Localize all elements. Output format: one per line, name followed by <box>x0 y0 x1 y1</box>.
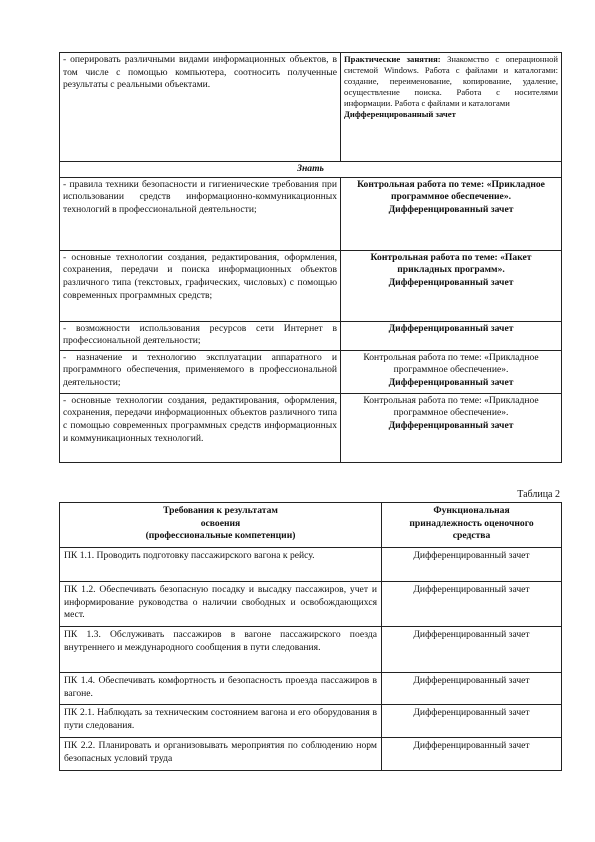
competence-cell: ПК 2.1. Наблюдать за техническим состоянием вагона и его оборудования в пути следования. <box>60 705 382 738</box>
assessment-line: Контрольная работа по теме: «Прикладное программное обеспечение». <box>363 351 539 376</box>
table-row <box>60 627 562 673</box>
assessment-line: Дифференцированный зачет <box>388 203 514 215</box>
header-line: Функциональная <box>433 505 510 516</box>
knowledge-cell: - назначение и технологию эксплуатации аппаратного и программного обеспечения, применяемого в профессиональной деятельности; <box>60 350 341 393</box>
table-row <box>60 250 562 321</box>
table-row <box>60 673 562 705</box>
knowledge-cell: - основные технологии создания, редактирования, оформления, сохранения, передачи информационных объектов различного типа с помощью современных программных средств информационных и коммуникационных технологий. <box>60 393 341 462</box>
skill-cell: - оперировать различными видами информационных объектов, в том числе с помощью компьютера, соотносить полученные результаты с реальными объектами. <box>60 53 341 162</box>
knowledge-cell: - правила техники безопасности и гигиенические требования при использовании средств информационно-коммуникационных технологий в профессиональной деятельности; <box>60 177 341 250</box>
table-row <box>60 350 562 393</box>
function-cell: Дифференцированный зачет <box>382 548 562 582</box>
assessment-text: Знакомство с операционной системой Windows. Работа с файлами и каталогами: создание, переименование, копирование, удаление, осуществление поиска. Работа с носителями информации. Работа с файлами и каталогами <box>344 54 559 108</box>
header-line: средства <box>452 530 491 542</box>
competence-cell: ПК 1.3. Обслуживать пассажиров в вагоне пассажирского поезда внутреннего и международного сообщения в пути следования. <box>60 627 382 673</box>
header-line: принадлежность оценочного <box>409 517 534 529</box>
competence-cell: ПК 1.4. Обеспечивать комфортность и безопасность проезда пассажиров в вагоне. <box>60 673 382 705</box>
function-cell: Дифференцированный зачет <box>382 705 562 738</box>
assessment-line: Дифференцированный зачет <box>388 322 514 334</box>
assessment-line: Контрольная работа по теме: «Прикладное программное обеспечение». <box>363 394 539 419</box>
assessment-line: Дифференцированный зачет <box>388 376 514 388</box>
table-row <box>60 582 562 627</box>
assessment-cell <box>341 53 562 162</box>
assessment-line: Дифференцированный зачет <box>388 419 514 431</box>
assessment-table-2 <box>59 502 562 771</box>
knowledge-cell: - основные технологии создания, редактирования, оформления, сохранения, передачи и поиска информационных объектов различного типа (текстовых, графических, числовых) с помощью современных программных средств; <box>60 250 341 321</box>
table-row <box>60 705 562 738</box>
section-header-row <box>60 162 562 178</box>
assessment-table-1 <box>59 52 562 463</box>
assessment-cell <box>341 393 562 462</box>
assessment-label: Практические занятия: <box>344 54 441 64</box>
assessment-line: Контрольная работа по теме: «Прикладное программное обеспечение». <box>357 178 545 203</box>
table-row <box>60 738 562 771</box>
table-row <box>60 393 562 462</box>
knowledge-cell: - возможности использования ресурсов сети Интернет в профессиональной деятельности; <box>60 321 341 350</box>
header-line: освоения <box>200 517 241 529</box>
function-cell: Дифференцированный зачет <box>382 673 562 705</box>
competence-cell: ПК 1.1. Проводить подготовку пассажирского вагона к рейсу. <box>60 548 382 582</box>
assessment-cell <box>341 321 562 350</box>
table-caption: Таблица 2 <box>517 489 560 500</box>
competence-cell: ПК 1.2. Обеспечивать безопасную посадку и высадку пассажиров, учет и информирование руководства о наличии свободных и освобождающихся мест. <box>60 582 382 627</box>
header-line: Требования к результатам <box>163 505 278 516</box>
assessment-cell <box>341 250 562 321</box>
function-cell: Дифференцированный зачет <box>382 738 562 771</box>
table-row <box>60 53 562 162</box>
header-line: (профессиональные компетенции) <box>145 530 296 542</box>
function-cell: Дифференцированный зачет <box>382 627 562 673</box>
header-requirements <box>60 503 382 548</box>
header-function <box>382 503 562 548</box>
assessment-line: Контрольная работа по теме: «Пакет прикладных программ». <box>370 251 532 276</box>
assessment-cell <box>341 350 562 393</box>
table-header-row <box>60 503 562 548</box>
assessment-line: Дифференцированный зачет <box>388 276 514 288</box>
table-row <box>60 177 562 250</box>
section-header: Знать <box>60 162 562 178</box>
table-row <box>60 321 562 350</box>
competence-cell: ПК 2.2. Планировать и организовывать мероприятия по соблюдению норм безопасных условий труда <box>60 738 382 771</box>
assessment-cell <box>341 177 562 250</box>
assessment-bold: Дифференцированный зачет <box>344 109 456 119</box>
function-cell: Дифференцированный зачет <box>382 582 562 627</box>
table-row <box>60 548 562 582</box>
